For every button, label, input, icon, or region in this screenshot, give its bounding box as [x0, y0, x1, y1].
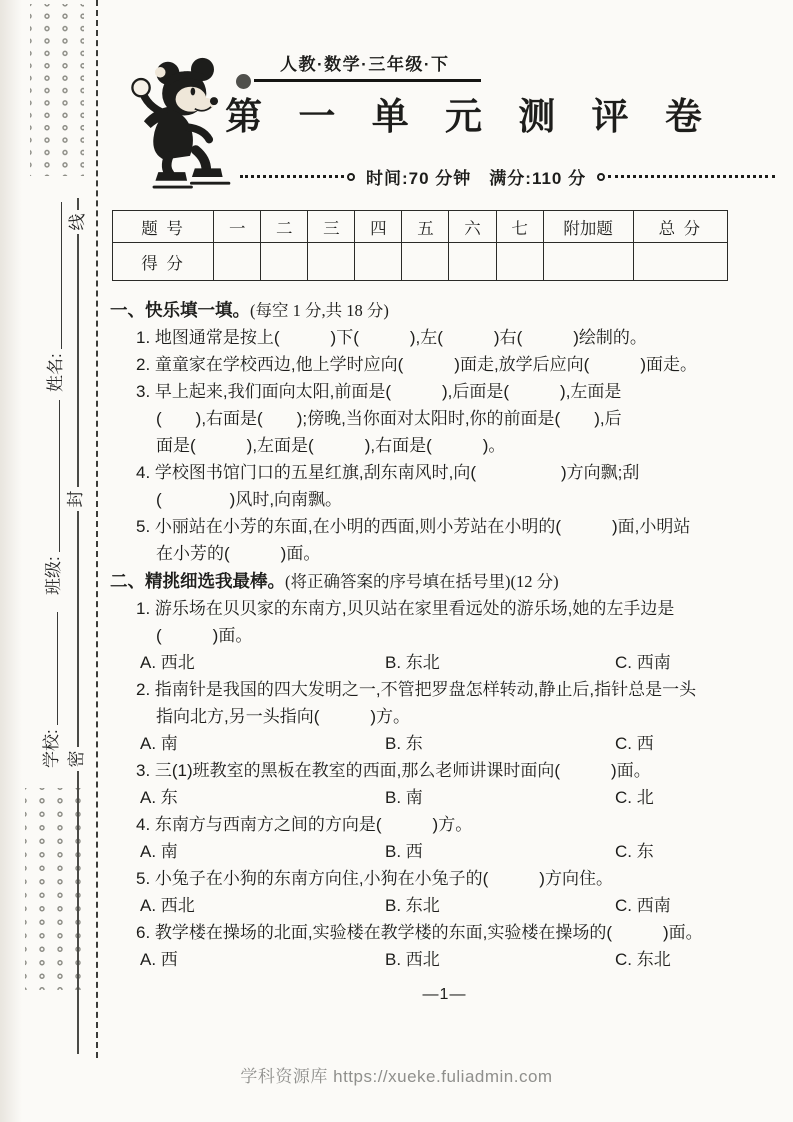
- seal-char-line: 线: [68, 210, 88, 234]
- section-one-heading: [110, 297, 779, 324]
- option-a: A. 西北: [140, 896, 195, 915]
- score-table-cell: 五: [402, 211, 449, 243]
- option-b: B. 西: [385, 842, 423, 861]
- question-line: 4. 东南方与西南方之间的方向是( )方。: [136, 815, 473, 834]
- option-c: C. 东: [615, 842, 654, 861]
- section-one-note: (每空 1 分,共 18 分): [250, 301, 389, 320]
- score-cell-empty: [355, 243, 402, 281]
- student-school-label: 学校:: [42, 729, 61, 768]
- option-a: A. 南: [140, 734, 178, 753]
- option-a: A. 西: [140, 950, 178, 969]
- options-row: [110, 649, 779, 676]
- page-title: 第 一 单 元 测 评 卷: [225, 96, 715, 137]
- option-c: C. 西南: [615, 653, 671, 672]
- page-number: —1—: [422, 986, 467, 1003]
- score-table: [112, 210, 728, 281]
- section-two-note: (将正确答案的序号填在括号里)(12 分): [285, 572, 559, 591]
- student-class-blank: [59, 400, 60, 552]
- score-row-label: 得 分: [113, 243, 214, 281]
- seal-sidebar: [0, 0, 108, 1122]
- section-multiple-choice: [110, 568, 779, 973]
- series-banner: [236, 50, 481, 82]
- score-table-cell: 七: [496, 211, 543, 243]
- section-two-heading: [110, 568, 779, 595]
- student-school-field: [36, 612, 62, 768]
- question-line: 5. 小兔子在小狗的东南方向住,小狗在小兔子的( )方向住。: [136, 869, 613, 888]
- score-cell-empty: [214, 243, 261, 281]
- option-b: B. 西北: [385, 950, 440, 969]
- student-name-label: 姓名:: [46, 353, 65, 392]
- option-b: B. 东北: [385, 653, 440, 672]
- section-fill-in-blanks: [110, 297, 779, 567]
- option-b: B. 东北: [385, 896, 440, 915]
- question-line: 2. 童童家在学校西边,他上学时应向( )面走,放学后应向( )面走。: [136, 355, 697, 374]
- question-line: 3. 三(1)班教室的黑板在教室的西面,那么老师讲课时面向( )面。: [136, 761, 651, 780]
- score-table-cell: 六: [449, 211, 496, 243]
- question-line: 5. 小丽站在小芳的东面,在小明的西面,则小芳站在小明的( )面,小明站: [136, 517, 691, 536]
- score-table-cell: 题 号: [113, 211, 214, 243]
- score-cell-empty: [261, 243, 308, 281]
- question-line: ( )面。: [156, 626, 253, 645]
- options-row: [110, 730, 779, 757]
- student-name-blank: [61, 202, 62, 349]
- option-c: C. 西南: [615, 896, 671, 915]
- seal-char-secret: 密: [67, 747, 87, 771]
- options-row: [110, 892, 779, 919]
- question-line: 1. 游乐场在贝贝家的东南方,贝贝站在家里看远处的游乐场,她的左手边是: [136, 599, 675, 618]
- option-a: A. 西北: [140, 653, 195, 672]
- question-line: 在小芳的( )面。: [156, 544, 321, 563]
- series-label: 人教·数学·三年级·下: [254, 50, 481, 82]
- seal-solid-line: [77, 198, 79, 1054]
- options-row: [110, 838, 779, 865]
- score-cell-empty: [449, 243, 496, 281]
- dotted-leader-right: [608, 175, 775, 178]
- score-cell-empty: [633, 243, 727, 281]
- score-table-cell: 总 分: [633, 211, 727, 243]
- option-a: A. 南: [140, 842, 178, 861]
- score-cell-empty: [496, 243, 543, 281]
- student-name-field: [40, 202, 66, 392]
- option-b: B. 东: [385, 734, 423, 753]
- score-table-header-row: [113, 211, 728, 243]
- options-row: [110, 946, 779, 973]
- option-a: A. 东: [140, 788, 178, 807]
- score-table-cell: 四: [355, 211, 402, 243]
- leader-dot-icon: [347, 173, 355, 181]
- option-c: C. 东北: [615, 950, 671, 969]
- leader-dot-icon: [597, 173, 605, 181]
- option-b: B. 南: [385, 788, 423, 807]
- score-table-cell: 二: [261, 211, 308, 243]
- perforation-dots-top: [30, 4, 84, 176]
- score-table-cell: 一: [214, 211, 261, 243]
- question-line: 3. 早上起来,我们面向太阳,前面是( ),后面是( ),左面是: [136, 382, 622, 401]
- perforation-dots-bottom: [25, 788, 81, 990]
- question-line: 4. 学校图书馆门口的五星红旗,刮东南风时,向( )方向飘;刮: [136, 463, 640, 482]
- question-line: ( )风时,向南飘。: [156, 490, 343, 509]
- site-watermark: 学科资源库 https://xueke.fuliadmin.com: [240, 1067, 553, 1086]
- question-line: 1. 地图通常是按上( )下( ),左( )右( )绘制的。: [136, 328, 647, 347]
- student-class-field: [38, 400, 64, 595]
- seal-char-seal: 封: [66, 487, 86, 511]
- question-line: 6. 教学楼在操场的北面,实验楼在教学楼的东面,实验楼在操场的( )面。: [136, 923, 703, 942]
- time-score-text: 时间:70 分钟 满分:110 分: [366, 169, 587, 188]
- dotted-leader-left: [240, 175, 344, 178]
- option-c: C. 北: [615, 788, 654, 807]
- paper-header: [110, 0, 779, 196]
- seal-dashed-line: [96, 0, 98, 1058]
- score-table-score-row: [113, 243, 728, 281]
- score-table-cell: 附加题: [543, 211, 633, 243]
- options-row: [110, 784, 779, 811]
- question-line: 2. 指南针是我国的四大发明之一,不管把罗盘怎样转动,静止后,指针总是一头: [136, 680, 697, 699]
- score-cell-empty: [402, 243, 449, 281]
- section-two-title: 二、精挑细选我最棒。: [110, 571, 285, 591]
- score-cell-empty: [308, 243, 355, 281]
- score-cell-empty: [543, 243, 633, 281]
- section-one-title: 一、快乐填一填。: [110, 300, 250, 320]
- question-line: 指向北方,另一头指向( )方。: [156, 707, 411, 726]
- student-school-blank: [57, 612, 58, 725]
- question-line: ( ),右面是( );傍晚,当你面对太阳时,你的前面是( ),后: [156, 409, 622, 428]
- paper-content: [110, 0, 779, 1004]
- time-score-banner: [240, 164, 775, 189]
- option-c: C. 西: [615, 734, 654, 753]
- student-class-label: 班级:: [44, 556, 63, 595]
- score-table-cell: 三: [308, 211, 355, 243]
- question-line: 面是( ),左面是( ),右面是( )。: [156, 436, 506, 455]
